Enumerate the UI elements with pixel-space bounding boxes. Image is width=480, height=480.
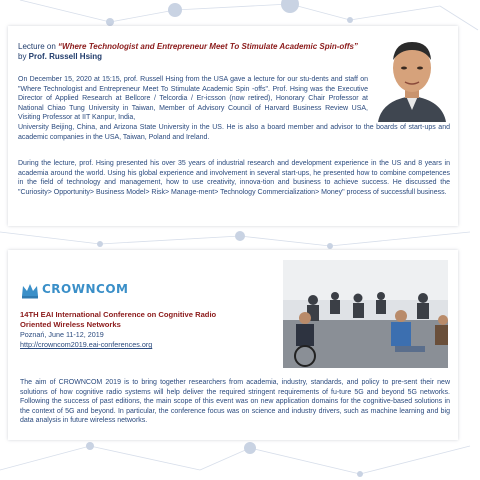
lecture-card (8, 26, 458, 226)
crowncom-logo (20, 278, 140, 300)
logo-wordmark: CROWNCOM (42, 282, 129, 296)
lecture-paragraph-1a: On December 15, 2020 at 15:15, prof. Russell Hsing from the USA gave a lecture for our stu-dents and staff on "Where Technologist and Entrepreneur Meet To Stimulate Academic Spin -offs". Prof. Hsing was the Executive Director of Applied Research at Bellcore / Telcordia / Er-icsson (now retired), Honorary Chair Professor at National Chiao Tung University in Taiwan, Member of Advisory Council of Harvard Business Review USA, Visiting Professor at IIT Kanpur, India, (18, 76, 368, 122)
lecture-topic: “Where Technologist and Entrepreneur Meet To Stimulate Academic Spin-offs” (58, 42, 358, 51)
conference-place-date: Poznań, June 11-12, 2019 (20, 330, 104, 339)
conference-title: 14TH EAI International Conference on Cognitive Radio Oriented Wireless Networks (20, 310, 217, 329)
crown-logo-icon (20, 280, 40, 300)
conference-link[interactable]: http://crowncom2019.eai-conferences.org (20, 340, 153, 349)
lecture-paragraph-1b: University Beijing, China, and Arizona State University in the US. He is also a board member and advisor to the boards of start-ups and academic companies in the USA, Taiwan, Poland and Ireland. (18, 124, 450, 141)
conference-card (8, 250, 458, 440)
lecture-title: Lecture on “Where Technologist and Entrepreneur Meet To Stimulate Academic Spin-offs” by Prof. Russell Hsing (18, 42, 358, 61)
speaker-portrait (370, 30, 454, 122)
conference-photo (283, 260, 448, 368)
lecture-speaker: Prof. Russell Hsing (28, 52, 103, 61)
conference-description: The aim of CROWNCOM 2019 is to bring together researchers from academia, industry, standards, and policy to pre-sent their new solutions of how cognitive radio systems will help deliver the required stringent requirements of fu-ture 5G and beyond 5G networks. Following the success of past editions, the main scope of this event was on new application domains for the cognitive-based solutions in the context of 5G and beyond. In particular, the conference focus was on science and industry drivers, such as machine learning and big data analysis in future wireless networks. (20, 379, 450, 425)
lecture-paragraph-2: During the lecture, prof. Hsing presented his over 35 years of industrial research and development experience in the US and 8 years in academia around the world. Using his global experience and involvement in several start-ups, he presented how to combine competences in the field of technology and management, how to use creativity, innova-tion and business to achieve success. He discussed the "Curiosity> Opportunity> Business Model> Risk> Manage-ment> Technology Commercialization> Money" process of successfull business. (18, 160, 450, 196)
